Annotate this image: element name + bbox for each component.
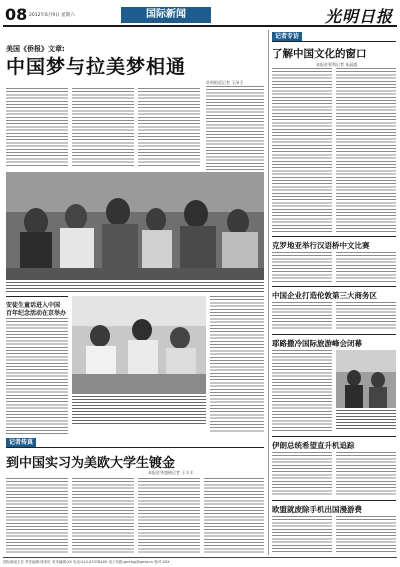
right-story3-col-a xyxy=(272,302,332,330)
right-story2-col-b xyxy=(336,252,396,282)
bottom-col-2 xyxy=(72,478,134,554)
bottom-col-4 xyxy=(204,478,264,554)
left-story-body xyxy=(6,318,68,434)
issue-date: 2012年6月9日 星期六 xyxy=(29,13,75,18)
bottom-story-headline: 到中国实习为美欧大学生镀金 xyxy=(6,456,176,471)
bottom-col-3 xyxy=(138,478,200,554)
left-story-headline-2: 百年纪念活动在京举办 xyxy=(6,310,67,317)
main-photo-caption xyxy=(6,282,264,292)
right-story1-col-b xyxy=(336,68,396,232)
main-col-4b xyxy=(206,86,264,168)
students-photo-caption xyxy=(72,396,206,426)
right-story4-caption xyxy=(336,410,396,430)
bottom-col-1 xyxy=(6,478,68,554)
right-headline-3: 中国企业打造伦敦第三大商务区 xyxy=(272,291,377,300)
right-rule-3 xyxy=(272,286,396,287)
right-story6-col-a xyxy=(272,516,332,554)
page-header xyxy=(3,3,397,27)
students-photo xyxy=(72,296,206,394)
right-headline-1: 了解中国文化的窗口 xyxy=(272,48,367,60)
photo-summit-illustration xyxy=(336,350,396,408)
right-rule-4 xyxy=(272,334,396,335)
left-story-rule xyxy=(6,296,68,297)
right-story5-col-b xyxy=(336,452,396,496)
right-story1-col-a xyxy=(272,68,332,232)
main-photo xyxy=(6,172,264,280)
masthead-logo: 光明日报 xyxy=(324,7,393,26)
right-story6-col-b xyxy=(336,516,396,554)
right-story3-col-b xyxy=(336,302,396,330)
left-story-headline-1: 安徒生童话进入中国 xyxy=(6,302,61,309)
right-rule-5 xyxy=(272,436,396,437)
page-number: 08 xyxy=(5,5,28,24)
right-column-divider xyxy=(268,30,269,555)
right-story2-col-a xyxy=(272,252,332,282)
right-byline-1: 本报驻智利记者 朱晶露 xyxy=(316,62,358,67)
bottom-story-byline: 本报驻华盛顿记者 王丰丰 xyxy=(148,470,194,475)
right-story5-col-a xyxy=(272,452,332,496)
right-tag: 记者专访 xyxy=(272,32,302,41)
bottom-story-rule xyxy=(6,447,264,448)
page-footer: 国际新闻主任 责任编辑:席来旺 美术编辑:XX 电话:010-67078XXX 电子信箱:gmrbgj@gmw.cn 校对:XXX xyxy=(3,557,397,565)
lower-main-col xyxy=(210,296,264,432)
main-headline: 中国梦与拉美梦相通 xyxy=(6,56,187,78)
photo-students-illustration xyxy=(72,296,206,394)
right-headline-2: 克罗地亚举行汉语桥中文比赛 xyxy=(272,241,370,250)
main-col-2 xyxy=(72,88,134,168)
right-headline-4: 耶路撒冷国际旅游峰会闭幕 xyxy=(272,339,362,348)
photo-crowd-illustration xyxy=(6,172,264,280)
main-col-3 xyxy=(138,88,200,168)
section-title: 国际新闻 xyxy=(121,7,211,23)
right-story4-col-a xyxy=(272,350,332,432)
main-kicker: 美国《侨报》文章: xyxy=(6,45,65,53)
main-byline: 驻阿根廷记者 王泽壬 xyxy=(206,80,244,85)
right-rule-2 xyxy=(272,236,396,237)
right-rule-6 xyxy=(272,500,396,501)
right-headline-5: 伊朗总统希望直升机追踪 xyxy=(272,441,355,450)
right-tag-rule xyxy=(272,41,396,42)
right-headline-6: 欧盟就废除手机出国漫游费 xyxy=(272,505,362,514)
main-col-1 xyxy=(6,88,68,168)
right-story4-photo xyxy=(336,350,396,408)
bottom-story-tag: 记者传真 xyxy=(6,438,36,447)
